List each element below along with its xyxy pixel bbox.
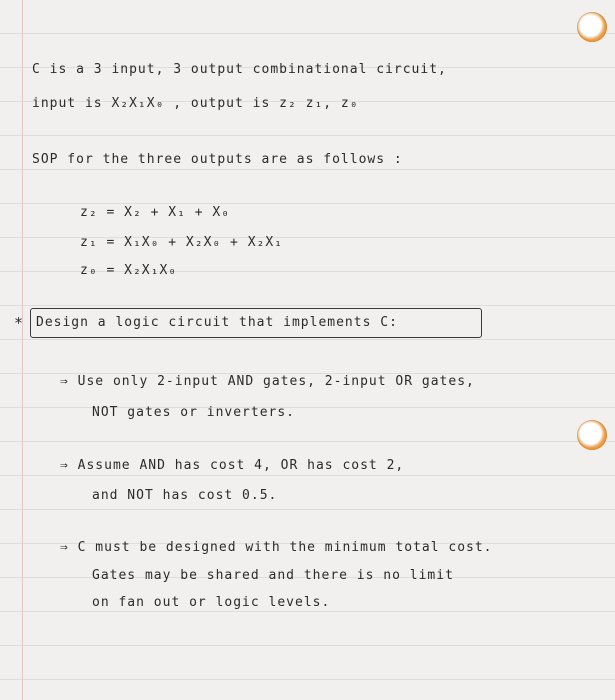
constraint-2-line-1: ⇒ Assume AND has cost 4, OR has cost 2, xyxy=(60,458,405,473)
binder-hole xyxy=(577,420,607,450)
problem-statement-line-1: C is a 3 input, 3 output combinational circuit, xyxy=(32,62,447,77)
constraint-3-line-2: Gates may be shared and there is no limit xyxy=(92,568,454,583)
constraint-1-line-2: NOT gates or inverters. xyxy=(92,405,296,420)
problem-statement-line-2: input is X₂X₁X₀ , output is z₂ z₁, z₀ xyxy=(32,96,359,111)
margin-line xyxy=(22,0,23,700)
sop-heading: SOP for the three outputs are as follows : xyxy=(32,152,403,167)
star-bullet: * xyxy=(14,314,25,332)
constraint-1-line-1: ⇒ Use only 2-input AND gates, 2-input OR gates, xyxy=(60,374,475,389)
design-instruction: Design a logic circuit that implements C: xyxy=(36,315,398,330)
equation-z1: z₁ = X₁X₀ + X₂X₀ + X₂X₁ xyxy=(80,235,284,250)
equation-z0: z₀ = X₂X₁X₀ xyxy=(80,263,178,278)
equation-z2: z₂ = X₂ + X₁ + X₀ xyxy=(80,205,231,220)
constraint-2-line-2: and NOT has cost 0.5. xyxy=(92,488,278,503)
constraint-3-line-1: ⇒ C must be designed with the minimum total cost. xyxy=(60,540,493,555)
binder-hole xyxy=(577,12,607,42)
constraint-3-line-3: on fan out or logic levels. xyxy=(92,595,331,610)
